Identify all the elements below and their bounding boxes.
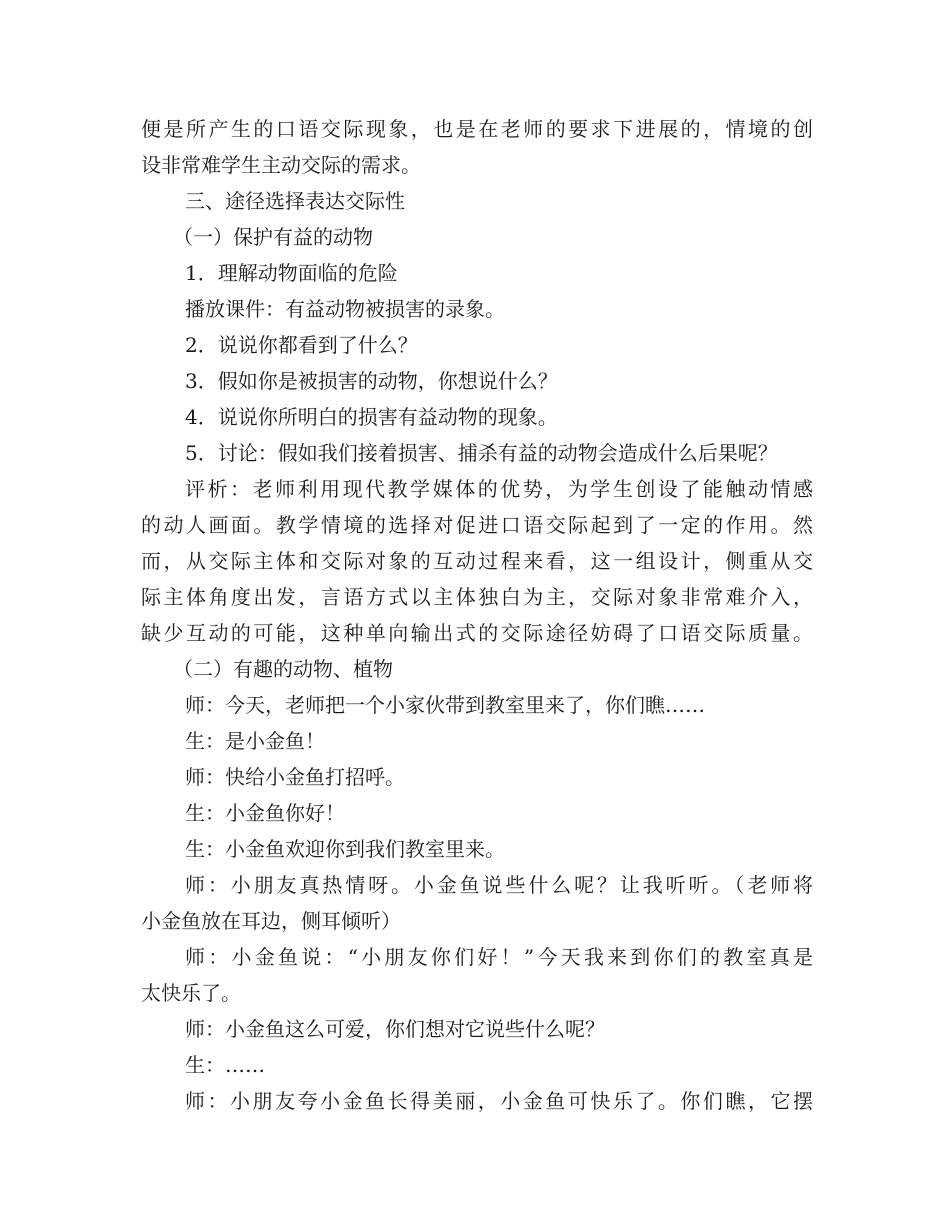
dialogue-line: 生：……	[185, 1053, 265, 1077]
section-heading: 三、途径选择表达交际性	[185, 189, 405, 213]
list-item: 4．说说你所明白的损害有益动物的现象。	[185, 405, 558, 429]
list-item: 2．说说你都看到了什么？	[185, 333, 418, 357]
dialogue-line: 生：小金鱼欢迎你到我们教室里来。	[185, 837, 505, 861]
list-item: 5．讨论：假如我们接着损害、捕杀有益的动物会造成什么后果呢？	[185, 441, 778, 465]
dialogue-line: 生：小金鱼你好！	[185, 801, 345, 825]
list-item: 1．理解动物面临的危险	[185, 261, 398, 285]
dialogue-line: 师：今天，老师把一个小家伙带到教室里来了，你们瞧……	[185, 693, 705, 717]
text-line: 际主体角度出发，言语方式以主体独白为主，交际对象非常难介入，	[141, 585, 813, 609]
text-line: 播放课件：有益动物被损害的录象。	[185, 297, 505, 321]
subsection-heading: （二）有趣的动物、植物	[173, 657, 393, 681]
list-item: 3．假如你是被损害的动物，你想说什么？	[185, 369, 558, 393]
dialogue-line: 太快乐了。	[141, 981, 241, 1005]
text-line: 便是所产生的口语交际现象，也是在老师的要求下进展的，情境的创	[141, 117, 813, 141]
dialogue-line: 师：快给小金鱼打招呼。	[185, 765, 405, 789]
dialogue-line: 师：小朋友夸小金鱼长得美丽，小金鱼可快乐了。你们瞧，它摆	[185, 1089, 813, 1113]
text-line: 评析：老师利用现代教学媒体的优势，为学生创设了能触动情感	[185, 477, 813, 501]
dialogue-line: 师：小朋友真热情呀。小金鱼说些什么呢？让我听听。（老师将	[185, 873, 813, 897]
text-line: 的动人画面。教学情境的选择对促进口语交际起到了一定的作用。然	[141, 513, 813, 537]
dialogue-line: 生：是小金鱼！	[185, 729, 325, 753]
dialogue-line: 师：小金鱼说：“小朋友你们好！”今天我来到你们的教室真是	[185, 945, 813, 969]
text-line: 缺少互动的可能，这种单向输出式的交际途径妨碍了口语交际质量。	[141, 621, 813, 645]
subsection-heading: （一）保护有益的动物	[173, 225, 373, 249]
document-body	[141, 111, 813, 1119]
dialogue-line: 师：小金鱼这么可爱，你们想对它说些什么呢？	[185, 1017, 605, 1041]
text-line: 设非常难学生主动交际的需求。	[141, 153, 421, 177]
text-line: 而，从交际主体和交际对象的互动过程来看，这一组设计，侧重从交	[141, 549, 813, 573]
dialogue-line: 小金鱼放在耳边，侧耳倾听）	[141, 909, 401, 933]
